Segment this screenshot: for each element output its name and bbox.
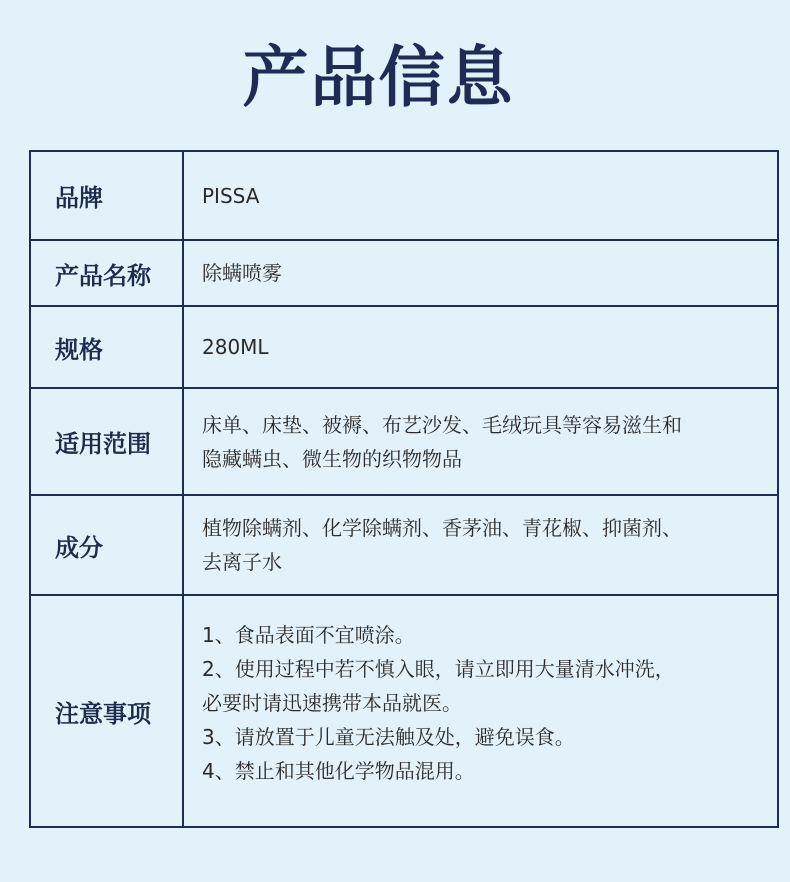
- table-row-ingredients: [31, 496, 777, 596]
- value-line: 3、请放置于儿童无法触及处，避免误食。: [202, 725, 575, 749]
- value-line: 1、食品表面不宜喷涂。: [202, 623, 415, 647]
- row-label-product-name: 产品名称: [31, 241, 184, 305]
- table-row-spec: [31, 307, 777, 389]
- value-line: 除螨喷雾: [202, 261, 282, 285]
- value-line: PISSA: [202, 183, 260, 208]
- value-line: 植物除螨剂、化学除螨剂、香茅油、青花椒、抑菌剂、: [202, 516, 682, 540]
- row-value-spec: [184, 307, 777, 387]
- value-line: 必要时请迅速携带本品就医。: [202, 691, 462, 715]
- table-row-precautions: [31, 596, 777, 826]
- value-line: 4、禁止和其他化学物品混用。: [202, 759, 475, 783]
- value-line: 隐藏螨虫、微生物的织物物品: [202, 446, 462, 471]
- row-value-scope: [184, 389, 777, 494]
- row-label-spec: 规格: [31, 307, 184, 387]
- row-label-scope: 适用范围: [31, 389, 184, 494]
- value-line: 2、使用过程中若不慎入眼，请立即用大量清水冲洗，: [202, 657, 675, 681]
- value-line: 床单、床垫、被褥、布艺沙发、毛绒玩具等容易滋生和: [202, 412, 682, 437]
- table-row-product-name: [31, 241, 777, 307]
- value-line: 280ML: [202, 335, 269, 359]
- row-value-ingredients: [184, 496, 777, 594]
- row-label-brand: 品牌: [31, 152, 184, 239]
- row-label-ingredients: 成分: [31, 496, 184, 594]
- row-value-product-name: [184, 241, 777, 305]
- row-value-precautions: [184, 596, 777, 826]
- page-title: 产品信息: [242, 39, 515, 116]
- table-row-scope: [31, 389, 777, 496]
- table-row-brand: [31, 152, 777, 241]
- row-value-brand: [184, 152, 777, 239]
- product-info-table: [29, 150, 779, 828]
- value-line: 去离子水: [202, 550, 282, 574]
- row-label-precautions: 注意事项: [31, 596, 184, 826]
